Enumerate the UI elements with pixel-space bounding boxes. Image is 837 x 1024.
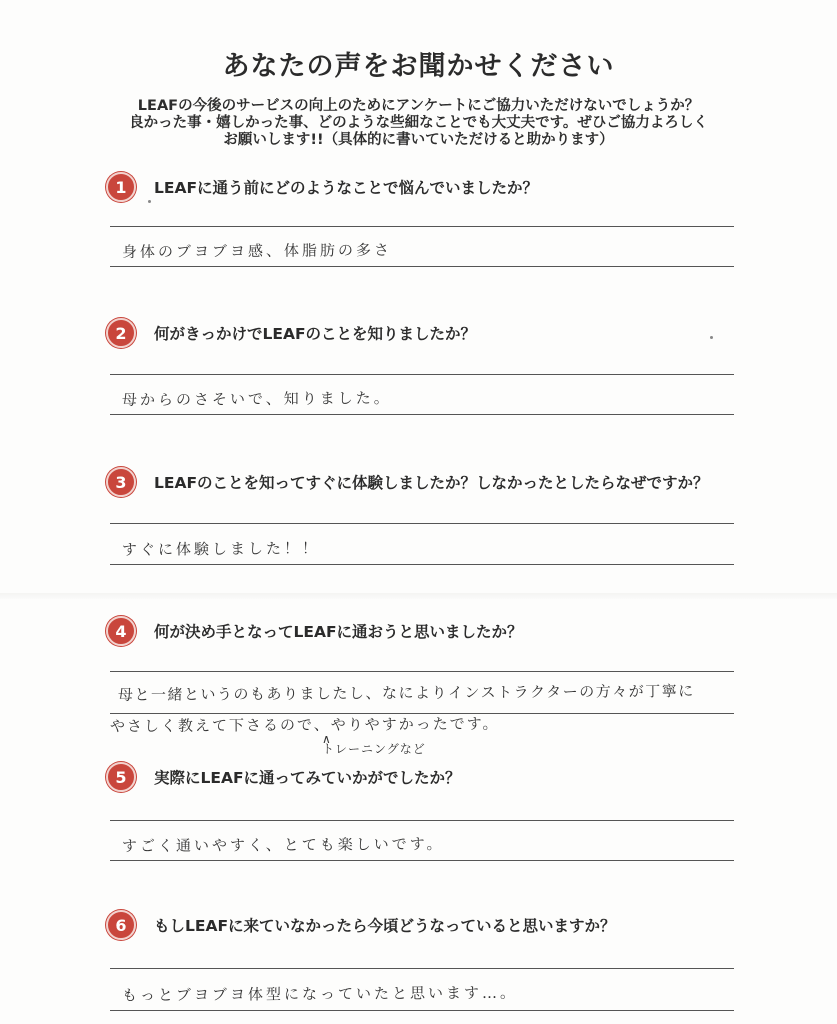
- insertion-caret: ∧: [322, 732, 331, 746]
- intro-line-1: LEAFの今後のサービスの向上のためにアンケートにご協力いただけないでしょうか？: [137, 98, 700, 114]
- question-5: [0, 762, 837, 872]
- answer-text: 母からのさそいで、知りました。: [121, 389, 392, 409]
- paper-fold: [0, 593, 837, 599]
- answer-line: [110, 968, 734, 969]
- answer-text: 身体のブヨブヨ感、体脂肪の多さ: [121, 241, 393, 261]
- question-number-badge: 4: [106, 616, 136, 646]
- paper-speck: [148, 200, 151, 203]
- answer-line: [110, 1010, 734, 1011]
- question-3: [0, 467, 837, 577]
- question-text: 実際にLEAFに通ってみていかがでしたか？: [154, 769, 461, 787]
- answer-line: [110, 523, 734, 524]
- paper-speck: [710, 336, 713, 339]
- answer-text: やさしく教えて下さるので、やりやすかったです。: [109, 714, 500, 736]
- question-text: LEAFに通う前にどのようなことで悩んでいましたか？: [154, 179, 539, 197]
- answer-line: [110, 671, 734, 672]
- answer-note: トレーニングなど: [322, 742, 426, 756]
- answer-line: [110, 374, 734, 375]
- answer-line: [110, 860, 734, 861]
- answer-line: [110, 226, 734, 227]
- survey-intro: [60, 98, 777, 149]
- answer-text: すぐに体験しました！！: [121, 539, 321, 559]
- question-text: LEAFのことを知ってすぐに体験しましたか？しなかったとしたらなぜですか？: [154, 474, 709, 492]
- intro-line-2: 良かった事・嬉しかった事、どのような些細なことでも大丈夫です。ぜひご協力よろしく: [129, 115, 708, 131]
- question-1: [0, 172, 837, 282]
- answer-line: [110, 266, 734, 267]
- question-number-badge: 2: [106, 318, 136, 348]
- answer-text: すごく通いやすく、とても楽しいです。: [121, 834, 445, 856]
- answer-text: 母と一緒というのもありましたし、なによりインストラクターの方々が丁寧に: [117, 681, 695, 705]
- survey-title: あなたの声をお聞かせください: [222, 51, 615, 82]
- question-2: [0, 318, 837, 428]
- answer-text: もっとブヨブヨ体型になっていたと思います…。: [121, 983, 519, 1005]
- answer-line: [110, 820, 734, 821]
- question-text: もしLEAFに来ていなかったら今頃どうなっていると思いますか？: [154, 917, 616, 935]
- question-6: [0, 910, 837, 1020]
- question-text: 何が決め手となってLEAFに通おうと思いましたか？: [154, 623, 523, 641]
- question-number-badge: 6: [106, 910, 136, 940]
- intro-line-3: お願いします!!（具体的に書いていただけると助かります）: [223, 132, 614, 148]
- question-number-badge: 5: [106, 762, 136, 792]
- question-number-badge: 1: [106, 172, 136, 202]
- answer-line: [110, 564, 734, 565]
- answer-line: [110, 414, 734, 415]
- question-number-badge: 3: [106, 467, 136, 497]
- question-4: [0, 616, 837, 756]
- question-text: 何がきっかけでLEAFのことを知りましたか？: [154, 325, 477, 343]
